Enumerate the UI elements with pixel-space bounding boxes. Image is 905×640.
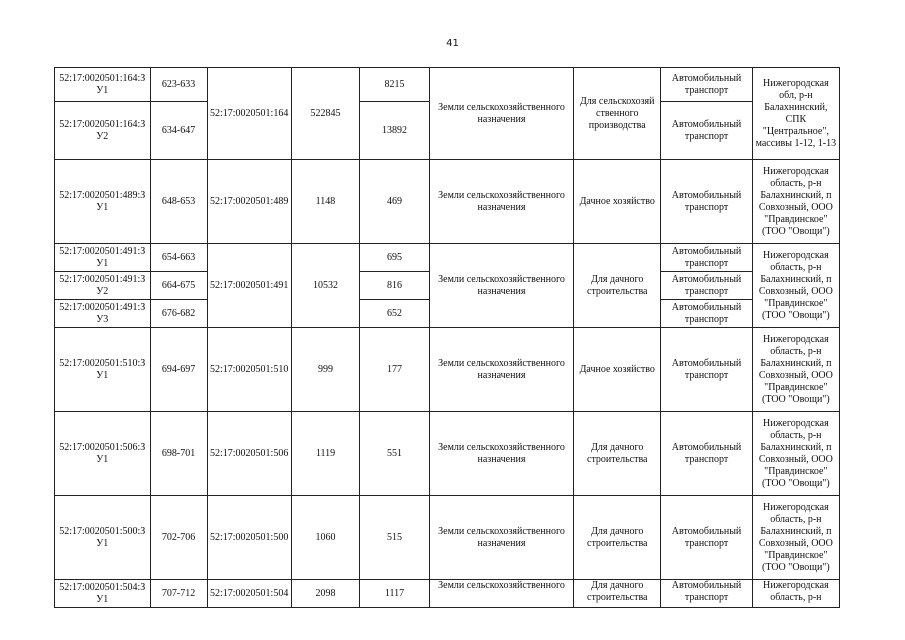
access-type: Автомобильный транспорт [661, 102, 752, 160]
access-type: Автомобильный транспорт [661, 580, 752, 608]
parcel-id: 52:17:0020501:491:ЗУ3 [55, 300, 151, 328]
land-category: Земли сельскохозяйственного назначения [429, 68, 573, 160]
parcel-id: 52:17:0020501:504:ЗУ1 [55, 580, 151, 608]
access-type: Автомобильный транспорт [661, 272, 752, 300]
point-range: 702-706 [150, 496, 207, 580]
point-range: 623-633 [150, 68, 207, 102]
permitted-use: Для дачного строительства [574, 412, 661, 496]
point-range: 648-653 [150, 160, 207, 244]
source-parcel: 52:17:0020501:489 [207, 160, 291, 244]
parcel-id: 52:17:0020501:491:ЗУ1 [55, 244, 151, 272]
parcel-id: 52:17:0020501:164:ЗУ1 [55, 68, 151, 102]
parcel-id: 52:17:0020501:506:ЗУ1 [55, 412, 151, 496]
permitted-use: Для сельскохозяй ственного производства [574, 68, 661, 160]
point-range: 707-712 [150, 580, 207, 608]
land-area: 551 [360, 412, 430, 496]
address: Нижегородская область, р-н Балахнинский, п Совхозный, ООО "Правдинское" (ТОО "Овощи") [752, 244, 839, 328]
table-row [55, 328, 840, 412]
land-area: 177 [360, 328, 430, 412]
parcel-id: 52:17:0020501:491:ЗУ2 [55, 272, 151, 300]
point-range: 654-663 [150, 244, 207, 272]
permitted-use: Дачное хозяйство [574, 328, 661, 412]
parcel-id: 52:17:0020501:489:ЗУ1 [55, 160, 151, 244]
source-parcel: 52:17:0020501:510 [207, 328, 291, 412]
point-range: 634-647 [150, 102, 207, 160]
land-area: 652 [360, 300, 430, 328]
land-area: 1117 [360, 580, 430, 608]
table-row [55, 68, 840, 102]
address: Нижегородская обл, р-н Балахнинский, СПК "Центральное", массивы 1-12, 1-13 [752, 68, 839, 160]
point-range: 694-697 [150, 328, 207, 412]
source-parcel: 52:17:0020501:164 [207, 68, 291, 160]
address: Нижегородская область, р-н Балахнинский, п Совхозный, ООО "Правдинское" (ТОО "Овощи") [752, 160, 839, 244]
table-row [55, 496, 840, 580]
land-category: Земли сельскохозяйственного назначения [429, 244, 573, 328]
table-row [55, 412, 840, 496]
cadastral-table [54, 67, 840, 608]
parcel-id: 52:17:0020501:500:ЗУ1 [55, 496, 151, 580]
point-range: 676-682 [150, 300, 207, 328]
access-type: Автомобильный транспорт [661, 244, 752, 272]
source-parcel: 52:17:0020501:500 [207, 496, 291, 580]
access-type: Автомобильный транспорт [661, 300, 752, 328]
land-category: Земли сельскохозяйственного назначения [429, 328, 573, 412]
source-area: 1060 [291, 496, 360, 580]
table-row [55, 580, 840, 608]
point-range: 664-675 [150, 272, 207, 300]
page-number: 41 [446, 38, 459, 49]
source-parcel: 52:17:0020501:506 [207, 412, 291, 496]
access-type: Автомобильный транспорт [661, 412, 752, 496]
source-area: 1119 [291, 412, 360, 496]
parcel-id: 52:17:0020501:164:ЗУ2 [55, 102, 151, 160]
access-type: Автомобильный транспорт [661, 328, 752, 412]
point-range: 698-701 [150, 412, 207, 496]
parcel-id: 52:17:0020501:510:ЗУ1 [55, 328, 151, 412]
address: Нижегородская область, р-н Балахнинский, п Совхозный, ООО "Правдинское" (ТОО "Овощи") [752, 328, 839, 412]
source-area: 2098 [291, 580, 360, 608]
source-area: 1148 [291, 160, 360, 244]
land-category: Земли сельскохозяйственного назначения [429, 412, 573, 496]
source-area: 10532 [291, 244, 360, 328]
permitted-use: Дачное хозяйство [574, 160, 661, 244]
land-category: Земли сельскохозяйственного [429, 580, 573, 608]
land-area: 8215 [360, 68, 430, 102]
land-area: 515 [360, 496, 430, 580]
address: Нижегородская область, р-н Балахнинский, п Совхозный, ООО "Правдинское" (ТОО "Овощи") [752, 496, 839, 580]
address: Нижегородская область, р-н Балахнинский, п Совхозный, ООО "Правдинское" (ТОО "Овощи") [752, 412, 839, 496]
address: Нижегородская область, р-н [752, 580, 839, 608]
land-category: Земли сельскохозяйственного назначения [429, 160, 573, 244]
access-type: Автомобильный транспорт [661, 496, 752, 580]
land-area: 469 [360, 160, 430, 244]
land-area: 695 [360, 244, 430, 272]
land-area: 816 [360, 272, 430, 300]
source-parcel: 52:17:0020501:491 [207, 244, 291, 328]
table-row [55, 244, 840, 272]
access-type: Автомобильный транспорт [661, 160, 752, 244]
permitted-use: Для дачного строительства [574, 580, 661, 608]
permitted-use: Для дачного строительства [574, 496, 661, 580]
source-parcel: 52:17:0020501:504 [207, 580, 291, 608]
land-area: 13892 [360, 102, 430, 160]
source-area: 522845 [291, 68, 360, 160]
access-type: Автомобильный транспорт [661, 68, 752, 102]
table-row [55, 160, 840, 244]
land-category: Земли сельскохозяйственного назначения [429, 496, 573, 580]
permitted-use: Для дачного строительства [574, 244, 661, 328]
source-area: 999 [291, 328, 360, 412]
